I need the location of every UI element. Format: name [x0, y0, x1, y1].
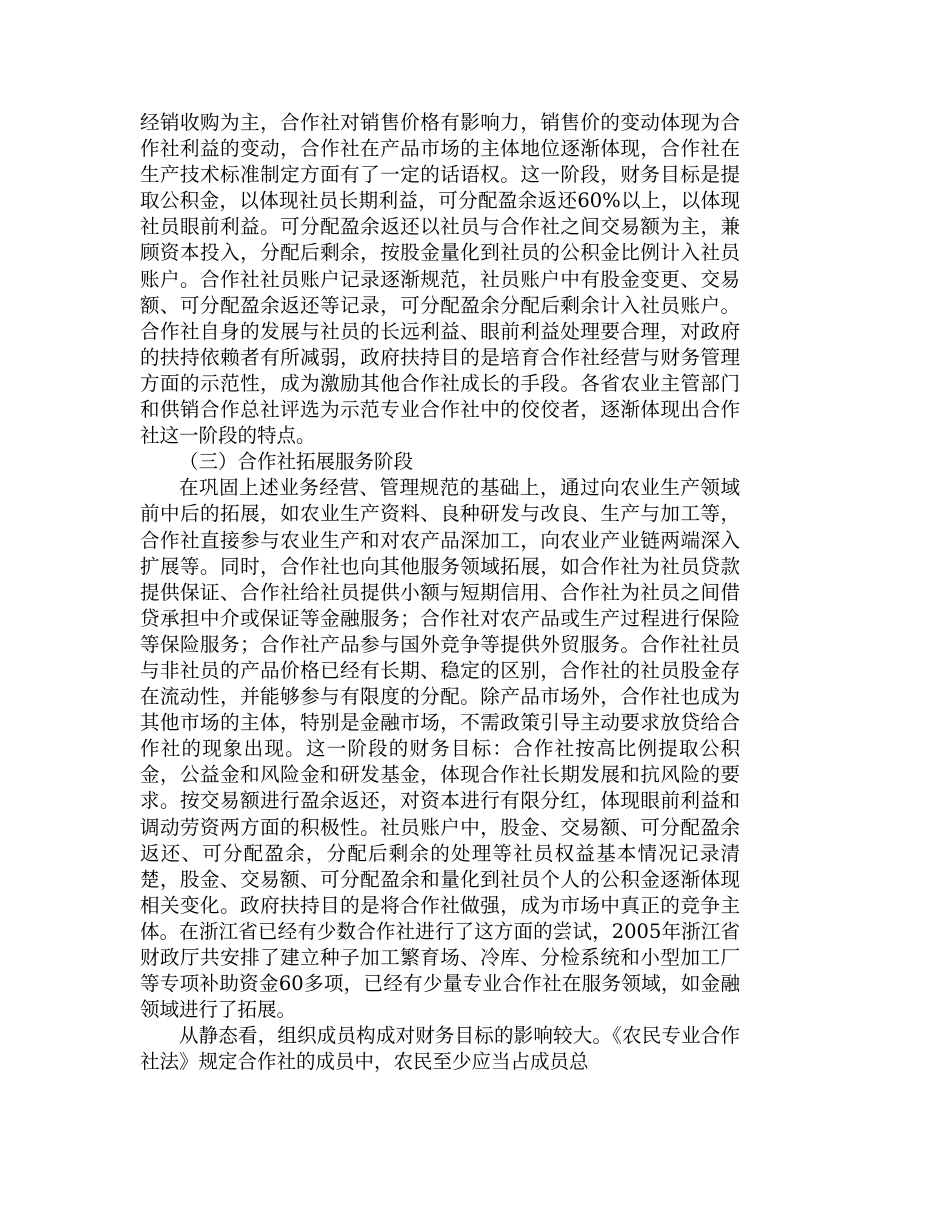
document-body	[140, 110, 740, 1075]
section-heading-stage-three: （三）合作社拓展服务阶段	[179, 450, 414, 474]
paragraph-stage-three: 在巩固上述业务经营、管理规范的基础上，通过向农业生产领域前中后的拓展，如农业生产资料、良种研发与改良、生产与加工等，合作社直接参与农业生产和对农产品深加工，向农业产业链两端深入扩展等。同时，合作社也向其他服务领域拓展，如合作社为社员贷款提供保证、合作社给社员提供小额与短期信用、合作社为社员之间借贷承担中介或保证等金融服务；合作社对农产品或生产过程进行保险等保险服务；合作社产品参与国外竞争等提供外贸服务。合作社社员与非社员的产品价格已经有长期、稳定的区别，合作社的社员股金存在流动性，并能够参与有限度的分配。除产品市场外，合作社也成为其他市场的主体，特别是金融市场，不需政策引导主动要求放贷给合作社的现象出现。这一阶段的财务目标：合作社按高比例提取公积金，公益金和风险金和研发基金，体现合作社长期发展和抗风险的要求。按交易额进行盈余返还，对资本进行有限分红，体现眼前利益和调动劳资两方面的积极性。社员账户中，股金、交易额、可分配盈余返还、可分配盈余，分配后剩余的处理等社员权益基本情况记录清楚，股金、交易额、可分配盈余和量化到社员个人的公积金逐渐体现相关变化。政府扶持目的是将合作社做强，成为市场中真正的竞争主体。在浙江省已经有少数合作社进行了这方面的尝试，2005年浙江省财政厅共安排了建立种子加工繁育场、冷库、分检系统和小型加工厂等专项补助资金60多项，已经有少量专业合作社在服务领域，如金融领域进行了拓展。	[140, 476, 740, 1022]
paragraph-stage-two-continued: 经销收购为主，合作社对销售价格有影响力，销售价的变动体现为合作社利益的变动，合作社在产品市场的主体地位逐渐体现，合作社在生产技术标准制定方面有了一定的话语权。这一阶段，财务目标是提取公积金，以体现社员长期利益，可分配盈余返还60%以上，以体现社员眼前利益。可分配盈余返还以社员与合作社之间交易额为主，兼顾资本投入，分配后剩余，按股金量化到社员的公积金比例计入社员账户。合作社社员账户记录逐渐规范，社员账户中有股金变更、交易额、可分配盈余返还等记录，可分配盈余分配后剩余计入社员账户。合作社自身的发展与社员的长远利益、眼前利益处理要合理，对政府的扶持依赖者有所减弱，政府扶持目的是培育合作社经营与财务管理方面的示范性，成为激励其他合作社成长的手段。各省农业主管部门和供销合作总社评选为示范专业合作社中的佼佼者，逐渐体现出合作社这一阶段的特点。	[140, 111, 740, 448]
paragraph-static-view: 从静态看，组织成员构成对财务目标的影响较大。《农民专业合作社法》规定合作社的成员中，农民至少应当占成员总	[140, 1024, 740, 1074]
